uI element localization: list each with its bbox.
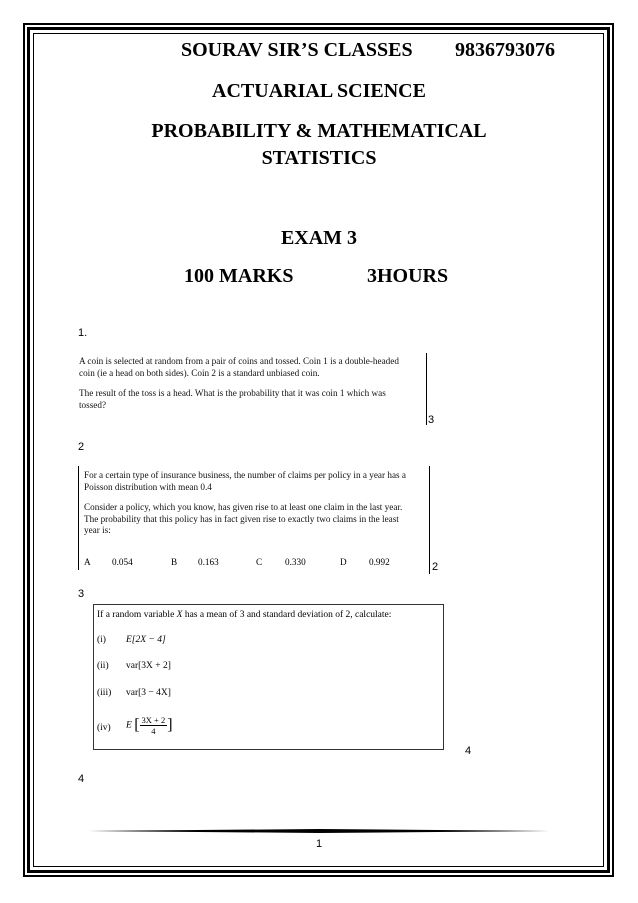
- option-value-c: 0.330: [285, 557, 306, 567]
- part-expr-i: E[2X − 4]: [126, 635, 166, 645]
- q2-line: For a certain type of insurance business, the number of claims per policy in a year has a: [84, 470, 406, 480]
- question-2-left-rule: [78, 466, 79, 570]
- option-letter-c: C: [256, 557, 263, 567]
- part-label-ii: (ii): [97, 661, 109, 671]
- page-number: 1: [315, 838, 323, 850]
- question-1-right-rule: [426, 353, 427, 425]
- option-value-a: 0.054: [112, 557, 133, 567]
- option-letter-b: B: [171, 557, 178, 567]
- fraction-denominator: 4: [151, 726, 156, 736]
- classes-title: SOURAV SIR’S CLASSES: [181, 39, 413, 61]
- question-2-marks: 2: [432, 561, 439, 573]
- option-value-d: 0.992: [369, 557, 390, 567]
- question-3-box: [93, 604, 444, 750]
- question-number-3: 3: [78, 588, 85, 600]
- option-letter-a: A: [84, 557, 91, 567]
- exam-title: EXAM 3: [280, 227, 358, 249]
- q2-line: The probability that this policy has in fact given rise to exactly two claims in the least: [84, 513, 399, 524]
- part-expr-iv: E [ $\frac{3X + 2}{4}$ ]: [126, 715, 173, 736]
- fraction: [140, 715, 168, 736]
- q2-line: Consider a policy, which you know, has given rise to at least one claim in the last year.: [84, 502, 403, 512]
- question-number-4: 4: [78, 773, 85, 785]
- question-number-2: 2: [78, 441, 85, 453]
- q3-intro-post: has a mean of 3 and standard deviation of 2, calculate:: [182, 610, 392, 620]
- q2-line: year is:: [84, 525, 111, 535]
- question-3-marks: 4: [465, 745, 472, 757]
- q3-intro-variable: X: [176, 610, 183, 620]
- q1-line: coin (ie a head on both sides). Coin 2 is a standard unbiased coin.: [79, 367, 320, 378]
- course-title-line2: STATISTICS: [261, 147, 377, 169]
- question-3-intro: [97, 610, 391, 620]
- part-label-i: (i): [97, 635, 106, 645]
- question-2-text: [84, 470, 430, 537]
- expectation-symbol: E: [126, 720, 132, 731]
- part-expr-iii: var[3 − 4X]: [126, 688, 171, 698]
- q2-line: Poisson distribution with mean 0.4: [84, 481, 212, 492]
- question-1-text: [79, 356, 425, 411]
- fraction-numerator: 3X + 2: [141, 715, 166, 725]
- question-2-right-rule: [429, 466, 430, 574]
- part-label-iii: (iii): [97, 688, 112, 698]
- q1-line: A coin is selected at random from a pair of coins and tossed. Coin 1 is a double-headed: [79, 356, 399, 366]
- question-number-1: 1.: [78, 327, 88, 339]
- subject-title: ACTUARIAL SCIENCE: [212, 80, 426, 102]
- course-title-line1: PROBABILITY & MATHEMATICAL: [151, 120, 487, 142]
- option-value-b: 0.163: [198, 557, 219, 567]
- question-1-marks: 3: [428, 414, 435, 426]
- option-letter-d: D: [340, 557, 347, 567]
- q1-line: The result of the toss is a head. What is the probability that it was coin 1 which was: [79, 388, 386, 398]
- q1-line: tossed?: [79, 399, 107, 410]
- part-expr-ii: var[3X + 2]: [126, 661, 171, 671]
- total-marks: 100 MARKS: [184, 265, 294, 287]
- q3-intro-pre: If a random variable: [97, 610, 177, 620]
- footer-rule: [88, 829, 550, 833]
- phone-number: 9836793076: [455, 39, 555, 61]
- part-label-iv: (iv): [97, 723, 111, 733]
- exam-duration: 3HOURS: [367, 265, 449, 287]
